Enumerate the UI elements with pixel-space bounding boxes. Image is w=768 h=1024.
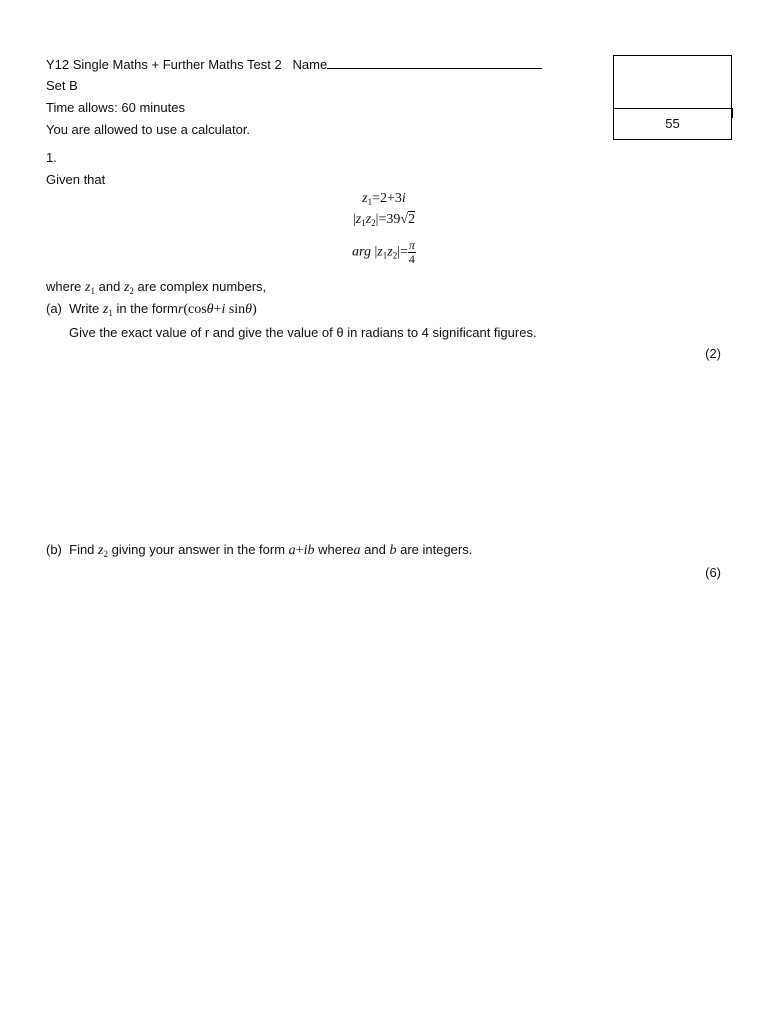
score-box-tick [732, 108, 733, 118]
header-title-line [46, 56, 542, 73]
equation-argument: arg $|z_1z_2|=$ $\frac{\pi}{4}$ [352, 238, 415, 266]
part-b-label: (b) [46, 542, 62, 557]
test-title: Y12 Single Maths + Further Maths Test 2 [46, 57, 282, 72]
where-line: where $z_1$ and $z_2$ are complex numbers, [46, 279, 267, 296]
time-label: Time allows: 60 minutes [46, 100, 185, 115]
part-a-detail: Give the exact value of r and give the value of θ in radians to 4 significant figures. [69, 325, 537, 340]
score-box-entry[interactable] [614, 56, 731, 109]
calculator-note: You are allowed to use a calculator. [46, 122, 251, 137]
part-b-line: (b) Find $z_2$ giving your answer in the form a+ib wherea and b are integers. [46, 542, 473, 559]
set-label: Set B [46, 78, 78, 93]
score-total: 55 [665, 116, 680, 131]
part-b-marks: (6) [705, 565, 721, 580]
part-a-label: (a) [46, 301, 62, 316]
name-underline[interactable] [327, 56, 542, 69]
score-box [613, 55, 732, 140]
equation-z1: $z_1=2+3i$ [362, 191, 406, 207]
part-a-line: (a) Write $z_1$ in the formr(cosθ+i sinθ) [46, 301, 257, 318]
pi-over-4: $\frac{\pi}{4}$ [408, 238, 415, 266]
equation-modulus: $|z_1z_2|=39√2$ [352, 212, 416, 228]
part-a-marks: (2) [705, 346, 721, 361]
question-number: 1. [46, 150, 57, 165]
question-intro: Given that [46, 172, 106, 187]
name-label: Name [292, 57, 328, 72]
